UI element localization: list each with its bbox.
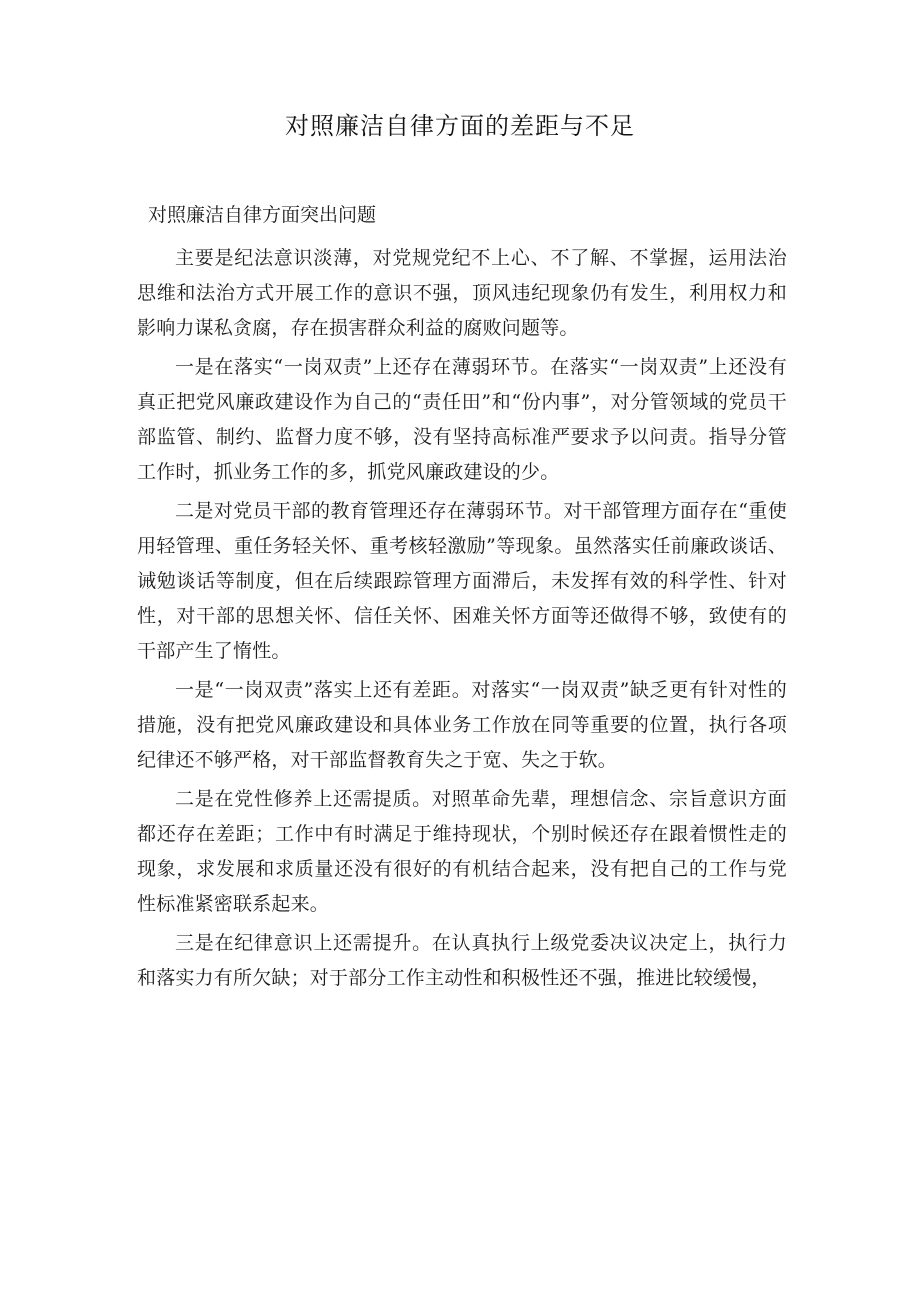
paragraph-intro: 主要是纪法意识淡薄，对党规党纪不上心、不了解、不掌握，运用法治思维和法治方式开展工作的意识不强，顶风违纪现象仍有发生，利用权力和影响力谋私贪腐，存在损害群众利益的腐败问题等。 xyxy=(137,247,787,339)
paragraph-dual-duty-gap: 一是“一岗双责”落实上还有差距。对落实“一岗双责”缺乏更有针对性的措施，没有把党风廉政建设和具体业务工作放在同等重要的位置，执行各项纪律还不够严格，对干部监督教育失之于宽、失之于软。 xyxy=(137,679,787,771)
document-title: 对照廉洁自律方面的差距与不足 xyxy=(285,112,635,140)
section-subheading: 对照廉洁自律方面突出问题 xyxy=(148,204,377,226)
paragraph-one-post-dual-duty: 一是在落实“一岗双责”上还存在薄弱环节。在落实“一岗双责”上还没有真正把党风廉政建设作为自己的“责任田”和“份内事”，对分管领域的党员干部监管、制约、监督力度不够，没有坚持高标准严要求予以问责。指导分管工作时，抓业务工作的多，抓党风廉政建设的少。 xyxy=(137,356,787,483)
paragraph-party-spirit: 二是在党性修养上还需提质。对照革命先辈，理想信念、宗旨意识方面都还存在差距；工作中有时满足于维持现状，个别时候还存在跟着惯性走的现象，求发展和求质量还没有很好的有机结合起来，没有把自己的工作与党性标准紧密联系起来。 xyxy=(137,788,787,915)
paragraph-cadre-education: 二是对党员干部的教育管理还存在薄弱环节。对干部管理方面存在“重使用轻管理、重任务轻关怀、重考核轻激励”等现象。虽然落实任前廉政谈话、诫勉谈话等制度，但在后续跟踪管理方面滞后，未发挥有效的科学性、针对性，对干部的思想关怀、信任关怀、困难关怀方面等还做得不够，致使有的干部产生了惰性。 xyxy=(137,500,787,662)
paragraph-discipline-awareness: 三是在纪律意识上还需提升。在认真执行上级党委决议决定上，执行力和落实力有所欠缺；对于部分工作主动性和积极性还不强，推进比较缓慢， xyxy=(137,932,787,989)
document-body xyxy=(137,196,787,996)
